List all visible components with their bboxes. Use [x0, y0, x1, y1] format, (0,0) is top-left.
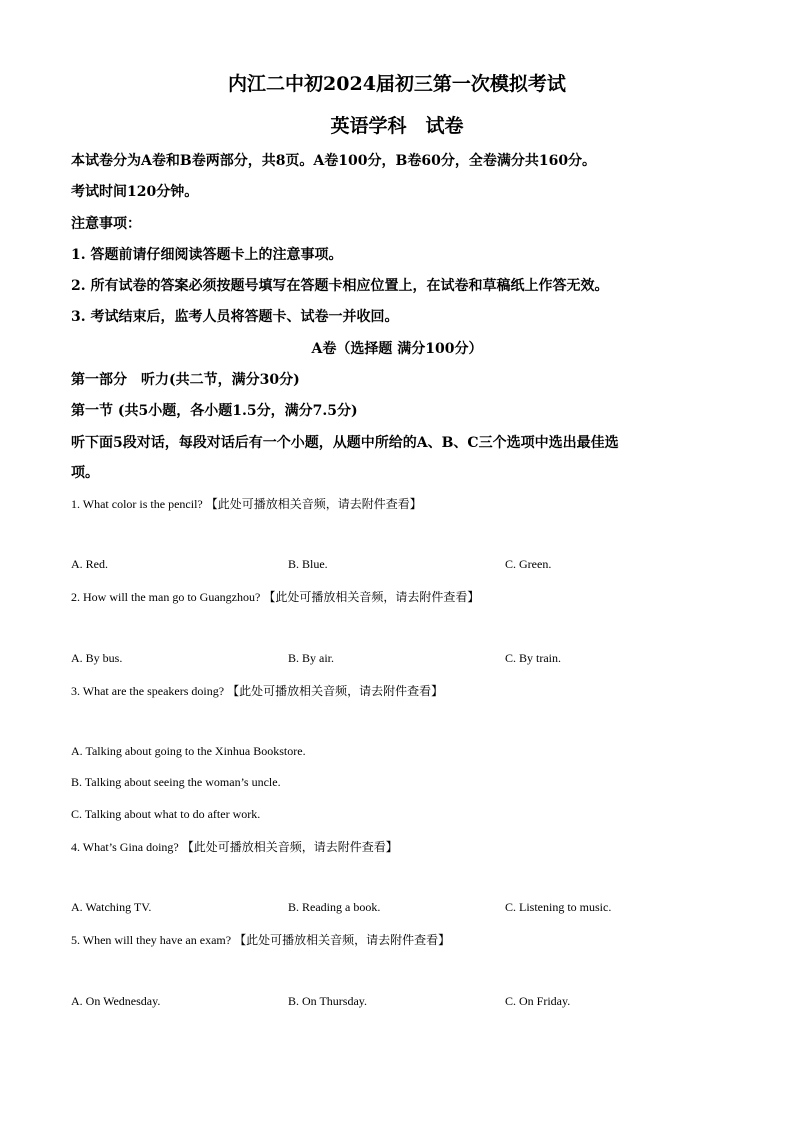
part-1-section-1-heading: 第一节 (共5小题，各小题1.5分，满分7.5分): [71, 403, 358, 419]
q2-option-a: A. By bus.: [71, 651, 123, 665]
question-stem: 1. What color is the pencil?: [71, 497, 203, 511]
question-stem: 4. What’s Gina doing?: [71, 840, 179, 854]
question-stem: 2. How will the man go to Guangzhou?: [71, 590, 261, 604]
q1-option-b: B. Blue.: [288, 557, 328, 571]
instructions-line-2: 项。: [71, 465, 99, 481]
question-stem: 3. What are the speakers doing?: [71, 684, 225, 698]
q3-option-a: A. Talking about going to the Xinhua Bookstore.: [71, 744, 306, 758]
q3-option-b: B. Talking about seeing the woman’s uncle.: [71, 775, 281, 789]
intro-line-1: 本试卷分为A卷和B卷两部分，共8页。A卷100分，B卷60分，全卷满分共160分。: [71, 153, 597, 169]
question-stem: 5. When will they have an exam?: [71, 933, 232, 947]
q2-option-b: B. By air.: [288, 651, 335, 665]
audio-link[interactable]: 【此处可播放相关音频，请去附件查看】: [227, 684, 444, 698]
note-item-3: 3. 考试结束后，监考人员将答题卡、试卷一并收回。: [71, 309, 399, 325]
audio-link[interactable]: 【此处可播放相关音频，请去附件查看】: [234, 933, 451, 947]
audio-link[interactable]: 【此处可播放相关音频，请去附件查看】: [263, 590, 480, 604]
question-4: [71, 838, 398, 855]
q4-option-c: C. Listening to music.: [505, 900, 612, 914]
note-item-2: 2. 所有试卷的答案必须按题号填写在答题卡相应位置上，在试卷和草稿纸上作答无效。: [71, 278, 609, 294]
part-1-heading: 第一部分 听力(共二节，满分30分): [71, 372, 300, 388]
q1-option-a: A. Red.: [71, 557, 108, 571]
section-a-title: A卷（选择题 满分100分）: [311, 341, 483, 357]
question-2: [71, 588, 479, 605]
audio-link[interactable]: 【此处可播放相关音频，请去附件查看】: [181, 840, 398, 854]
q5-option-b: B. On Thursday.: [288, 994, 367, 1008]
question-1: [71, 495, 422, 512]
note-item-1: 1. 答题前请仔细阅读答题卡上的注意事项。: [71, 247, 343, 263]
audio-link[interactable]: 【此处可播放相关音频，请去附件查看】: [205, 497, 422, 511]
q4-option-a: A. Watching TV.: [71, 900, 152, 914]
notes-heading: 注意事项：: [71, 216, 141, 232]
exam-subtitle: 英语学科 试卷: [330, 115, 464, 137]
exam-title: 内江二中初2024届初三第一次模拟考试: [228, 73, 566, 95]
q5-option-c: C. On Friday.: [505, 994, 571, 1008]
q3-option-c: C. Talking about what to do after work.: [71, 807, 261, 821]
question-3: [71, 682, 443, 699]
instructions-line-1: 听下面5段对话，每段对话后有一个小题，从题中所给的A、B、C三个选项中选出最佳选: [71, 435, 619, 451]
intro-line-2: 考试时间120分钟。: [71, 184, 199, 200]
q5-option-a: A. On Wednesday.: [71, 994, 161, 1008]
q2-option-c: C. By train.: [505, 651, 561, 665]
q1-option-c: C. Green.: [505, 557, 552, 571]
question-5: [71, 931, 450, 948]
q4-option-b: B. Reading a book.: [288, 900, 381, 914]
